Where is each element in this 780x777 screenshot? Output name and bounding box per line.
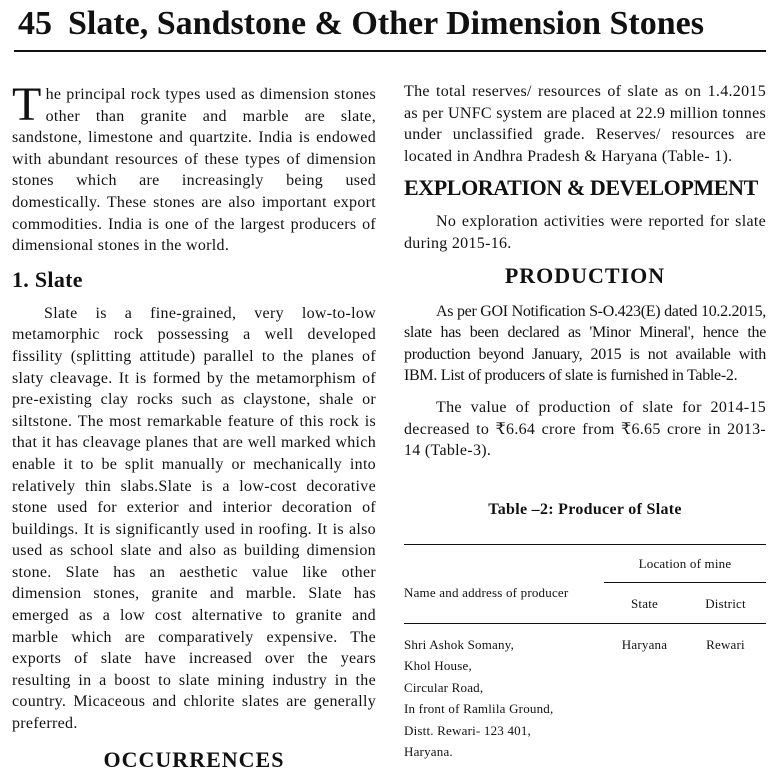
address-line: Shri Ashok Somany, [404, 636, 515, 652]
address-line: Circular Road, [404, 679, 484, 695]
table-row [404, 623, 766, 763]
production-paragraph-1: As per GOI Notification S-O.423(E) dated 10.2.2015, slate has been declared as 'Minor Mineral', hence the production beyond January, 2015 is not available with IBM. List of producers of slate is furnished in Table-2. [404, 302, 766, 385]
production-paragraph-2: The value of production of slate for 2014-15 decreased to ₹6.64 crore from ₹6.65 crore in 2013-14 (Table-3). [404, 398, 766, 460]
header-state: State [631, 596, 658, 612]
slate-heading: 1. Slate [12, 266, 83, 292]
left-column [12, 78, 376, 773]
chapter-number: 45 [18, 5, 52, 42]
production-heading: PRODUCTION [504, 262, 666, 288]
right-column [404, 81, 766, 763]
table-title: Table –2: Producer of Slate [488, 500, 682, 518]
slate-paragraph: Slate is a fine-grained, very low-to-low metamorphic rock possessing a well developed fissility (splitting attitude) parallel to the planes of slaty cleavage. It is formed by the metamorphism of pre-existing clay rocks such as claystone, shale or siltstone. The most remarkable feature of this rock is that it has cleavage planes that are well marked which enable it to be split manually or mechanically into relatively thin slabs.Slate is a low-cost decorative stone used for exterior and interior decoration of buildings. It is significantly used in roofing. It is also used as school slate and also as building dimension stone. Slate has an aesthetic value like other dimension stones, granite and marble. Slate has emerged as a low cost alternative to granite and marble which are comparatively expensive. The exports of slate have increased over the years resulting in a boost to slate mining industry in the country. Micaceous and chlorite slates are generally preferred. [12, 304, 376, 733]
producer-state: Haryana [604, 623, 685, 763]
title-rule [14, 50, 766, 52]
occurrences-heading: OCCURRENCES [103, 746, 285, 772]
intro-text: he principal rock types used as dimension stones other than granite and marble are slate, sandstone, limestone and quartzite. India is endowed with abundant resources of these types of dimension stones which are increasingly being used domestically. These stones are also important export commodities. India is one of the largest producers of dimensional stones in the world. [12, 86, 376, 255]
chapter-title [18, 4, 764, 44]
exploration-paragraph: No exploration activities were reported for slate during 2015-16. [404, 213, 766, 252]
address-line: In front of Ramlila Ground, [404, 701, 554, 717]
drop-cap: T [12, 78, 42, 131]
producer-address [404, 623, 604, 763]
chapter-title-text: Slate, Sandstone & Other Dimension Stones [68, 5, 704, 42]
intro-paragraph [12, 78, 376, 257]
address-line: Khol House, [404, 658, 472, 674]
header-district: District [705, 596, 746, 612]
reserves-paragraph: The total reserves/ resources of slate as on 1.4.2015 as per UNFC system are placed at 22.9 million tonnes under unclassified grade. Reserves/ resources are located in Andhra Pradesh & Haryana (Table- 1). [404, 83, 766, 165]
address-line: Distt. Rewari- 123 401, [404, 722, 532, 738]
address-line: Haryana. [404, 744, 453, 760]
producer-district: Rewari [685, 623, 766, 763]
producer-table [404, 544, 766, 763]
exploration-heading: EXPLORATION & DEVELOPMENT [404, 175, 758, 201]
header-location: Location of mine [604, 553, 766, 584]
header-name-address: Name and address of producer [404, 584, 569, 600]
